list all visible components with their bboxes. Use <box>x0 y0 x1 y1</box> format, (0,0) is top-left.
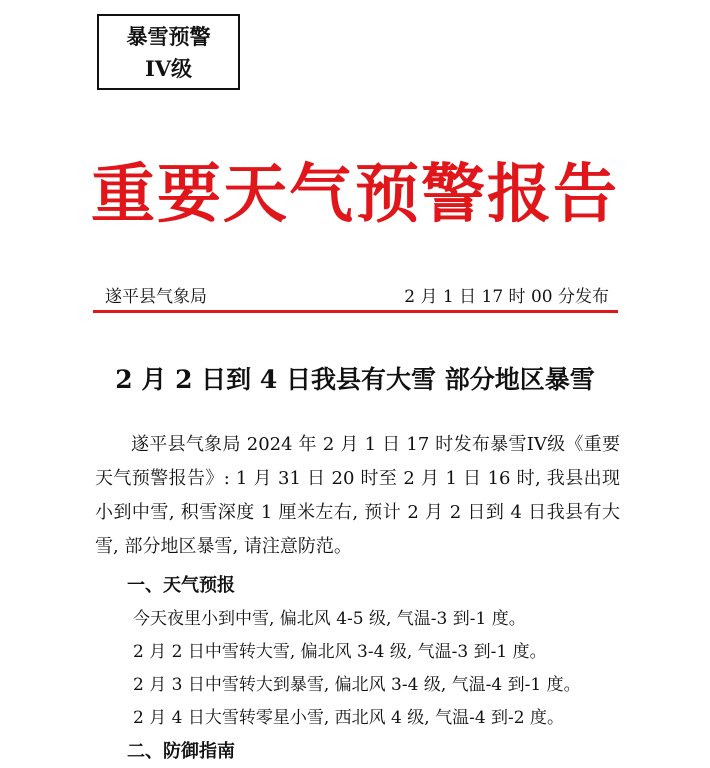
intro-paragraph: 遂平县气象局 2024 年 2 月 1 日 17 时发布暴雪IV级《重要天气预警报告》: 1 月 31 日 20 时至 2 月 1 日 16 时, 我县出现小到中雪, 积雪深度 1 厘米左右, 预计 2 月 2 日到 4 日我县有大雪, 部分地区暴雪, 请注意防范。 <box>95 434 620 557</box>
issuer-row <box>95 284 617 310</box>
warning-type-label: 暴雪预警 <box>126 24 211 49</box>
forecast-heading: 一、天气预报 <box>127 575 235 596</box>
guide-heading: 二、防御指南 <box>127 741 235 762</box>
header-divider <box>93 310 618 313</box>
report-headline: 2 月 2 日到 4 日我县有大雪 部分地区暴雪 <box>115 365 595 394</box>
forecast-line-feb3: 2 月 3 日中雪转大到暴雪, 偏北风 3-4 级, 气温-4 到-1 度。 <box>133 675 581 695</box>
warning-level-box <box>97 14 240 90</box>
issue-time: 2 月 1 日 17 时 00 分发布 <box>404 287 609 307</box>
document-title: 重要天气预警报告 <box>91 158 619 232</box>
warning-level-label: IV级 <box>144 56 193 81</box>
forecast-line-feb2: 2 月 2 日中雪转大雪, 偏北风 3-4 级, 气温-3 到-1 度。 <box>133 642 547 662</box>
issuer-name: 遂平县气象局 <box>105 287 207 307</box>
forecast-line-feb4: 2 月 4 日大雪转零星小雪, 西北风 4 级, 气温-4 到-2 度。 <box>133 708 565 728</box>
forecast-line-tonight: 今天夜里小到中雪, 偏北风 4-5 级, 气温-3 到-1 度。 <box>133 609 526 629</box>
